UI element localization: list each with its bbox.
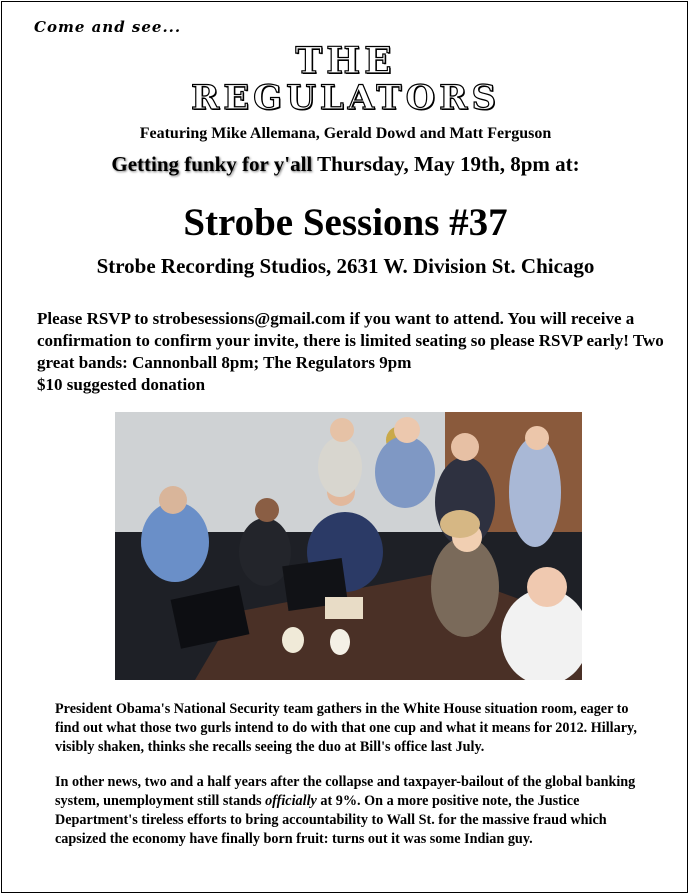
date-time-text: Thursday, May 19th, 8pm at: <box>317 152 580 176</box>
caption-paragraph-1: President Obama's National Security team gathers in the White House situation room, eager to find out what those two gurls intend to do with that one cup and what it means for 2012. Hillary, visibly shaken, thinks she recalls seeing the duo at Bill's office last July. <box>55 701 637 755</box>
funky-text: Getting funky for y'all <box>111 152 313 176</box>
band-name-line1: THE <box>295 40 396 82</box>
band-name-line2: REGULATORS <box>190 78 500 118</box>
caption-p2-before: In other news, two and a half years after the collapse and taxpayer-bailout of the global banking system, unemployment still stands <box>55 774 636 809</box>
photo-illustration <box>115 412 582 680</box>
rsvp-block <box>37 308 667 396</box>
caption-paragraph-2 <box>55 773 655 849</box>
tagline: Come and see... <box>34 18 182 36</box>
featuring-line: Featuring Mike Allemana, Gerald Dowd and Matt Ferguson <box>139 125 552 142</box>
venue-address: Strobe Recording Studios, 2631 W. Division St. Chicago <box>96 254 595 278</box>
date-line <box>0 152 691 177</box>
session-title: Strobe Sessions #37 <box>183 201 508 244</box>
caption-p2-after: at 9%. On a more positive note, the Justice Department's tireless efforts to bring accountability to Wall St. for the massive fraud which capsized the economy have finally born fruit: turns out it was some Indian guy. <box>55 793 607 847</box>
caption-p2-emphasis: officially <box>265 793 317 809</box>
donation-text: $10 suggested donation <box>37 375 206 394</box>
situation-room-photo <box>115 412 582 680</box>
rsvp-text: Please RSVP to strobesessions@gmail.com if you want to attend. You will receive a confirmation to confirm your invite, there is limited seating so please RSVP early! Two great bands: Cannonball 8pm; The Regulators 9pm <box>37 309 664 372</box>
photo-caption <box>55 700 655 865</box>
